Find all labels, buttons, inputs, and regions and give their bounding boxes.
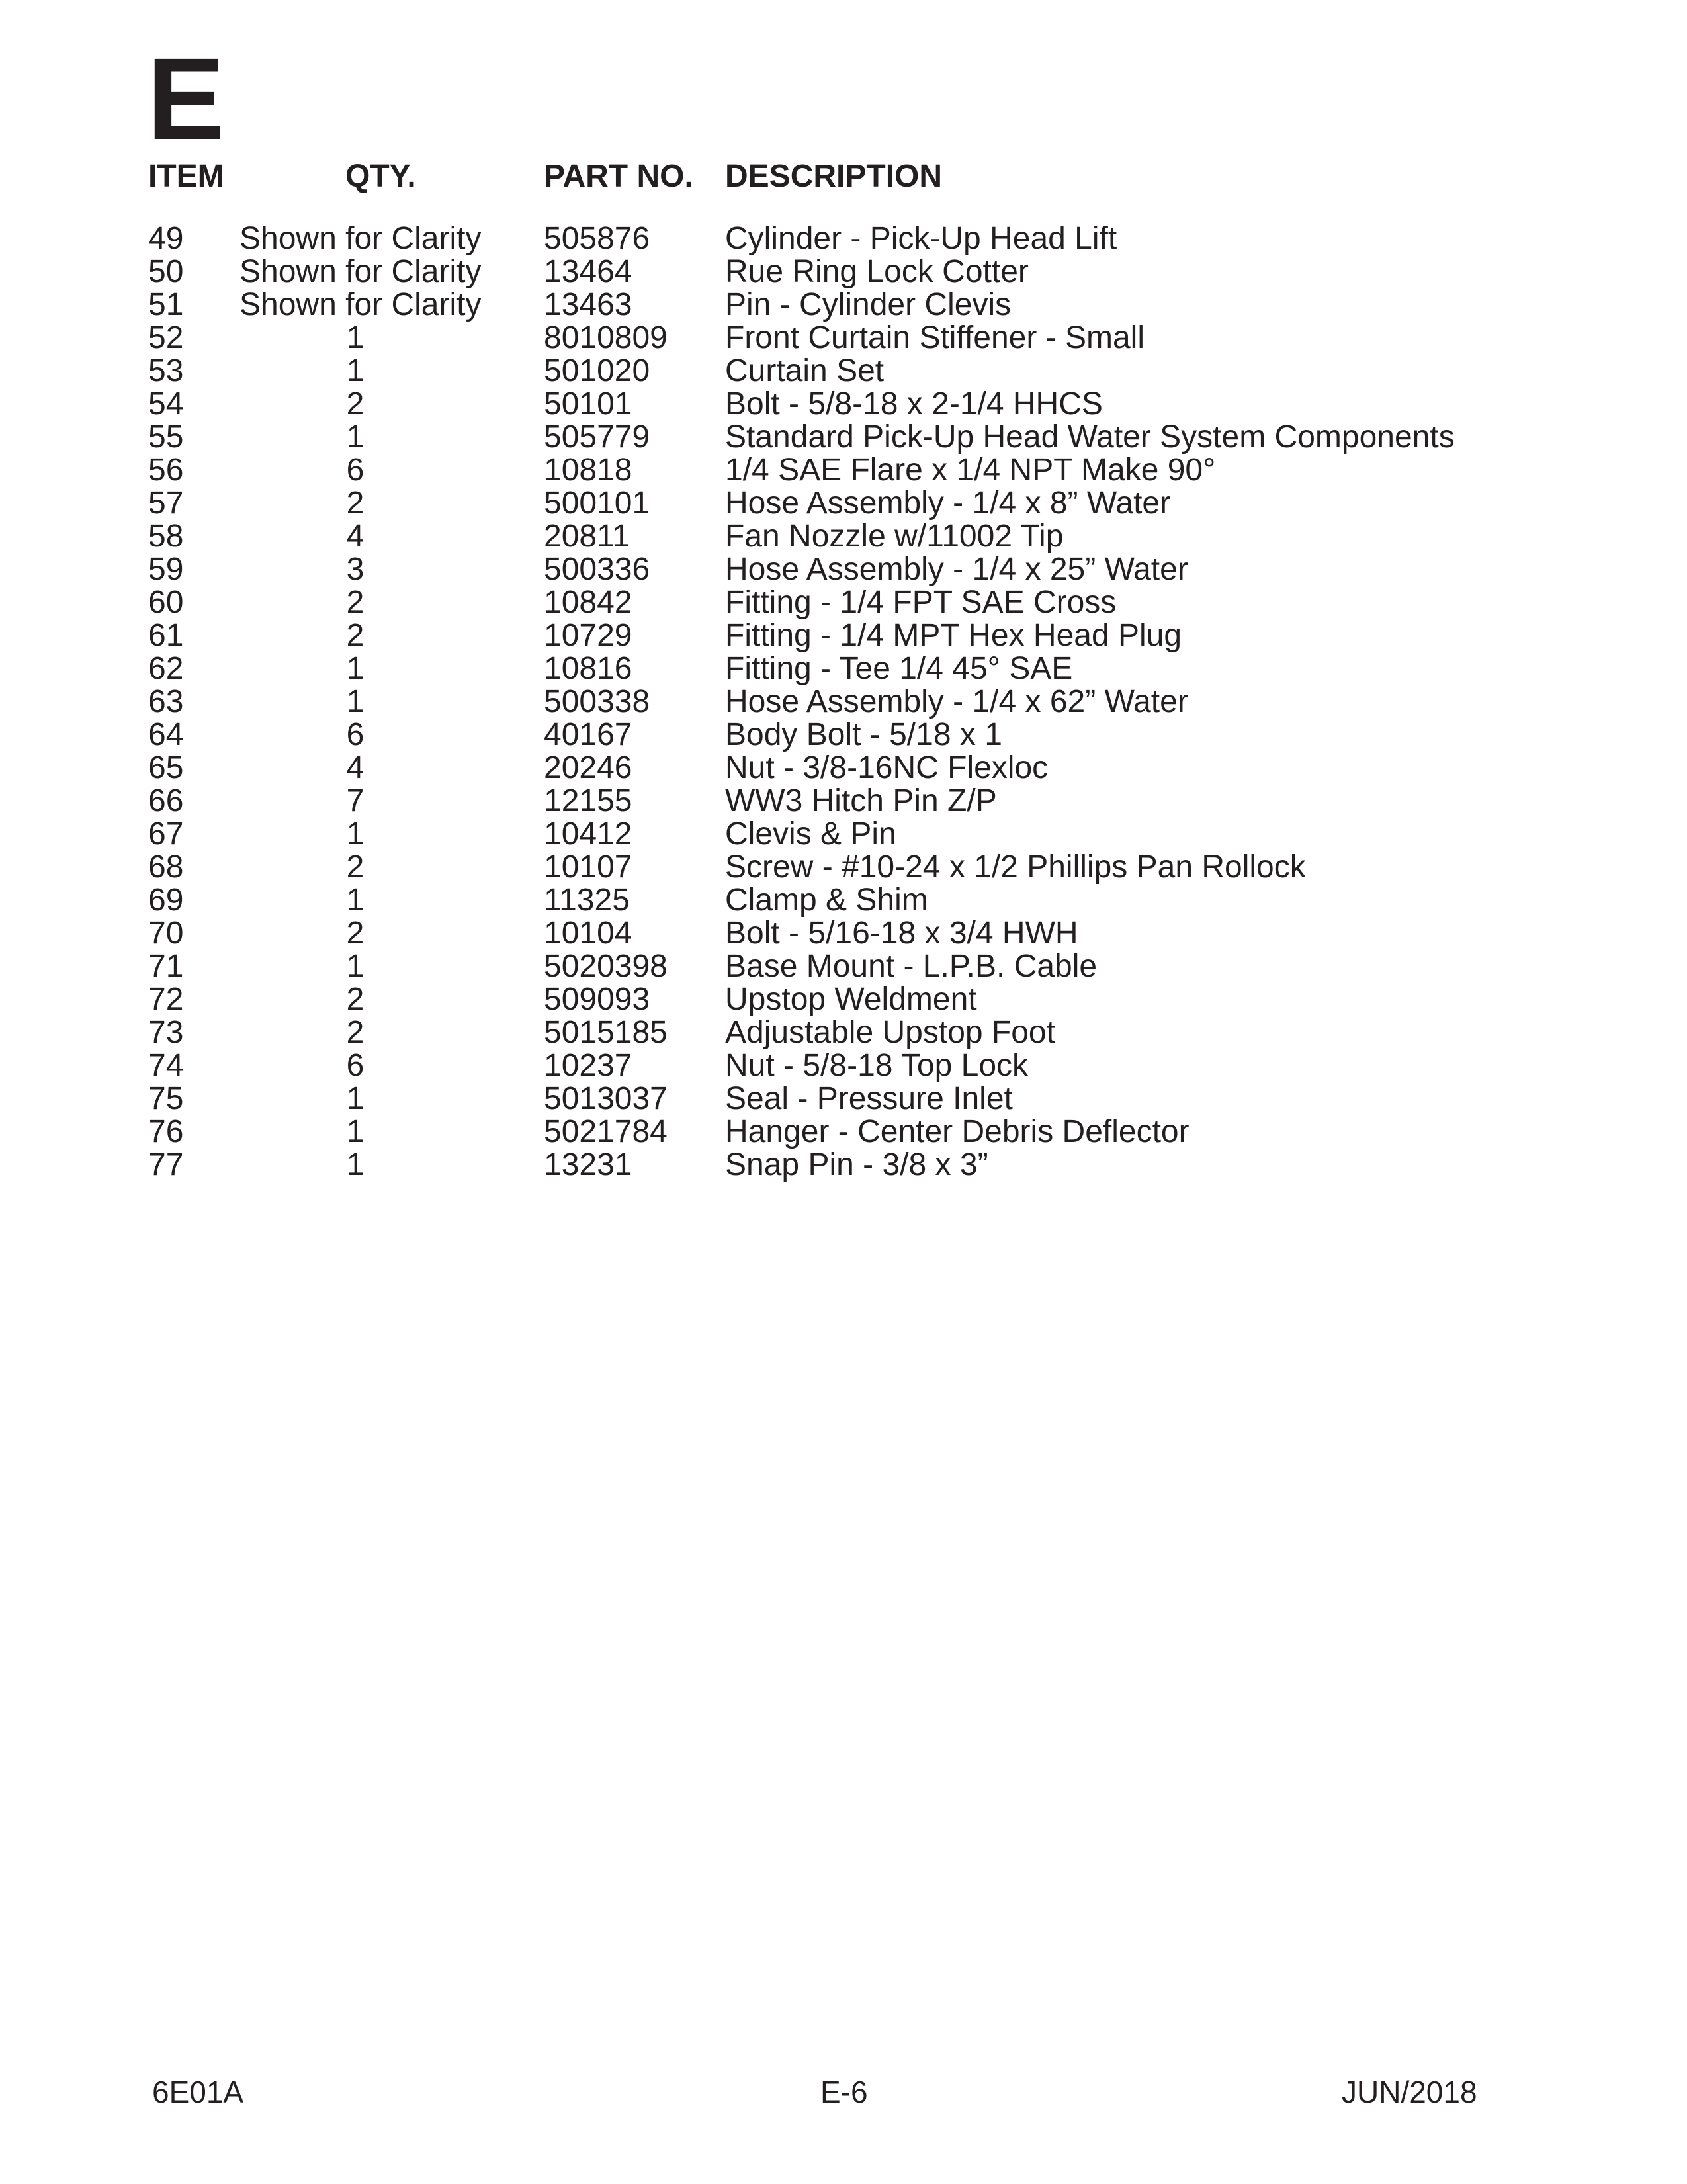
description: Nut - 3/8-16NC Flexloc (725, 750, 1049, 785)
description: Base Mount - L.P.B. Cable (725, 949, 1098, 984)
quantity: 2 (346, 850, 365, 885)
description: Fitting - 1/4 MPT Hex Head Plug (725, 618, 1182, 653)
description: Upstop Weldment (725, 982, 977, 1017)
parts-row (0, 652, 1687, 685)
description: Hose Assembly - 1/4 x 8” Water (725, 486, 1171, 521)
part-number: 5021784 (544, 1114, 668, 1149)
quantity: 1 (346, 1114, 365, 1149)
parts-row (0, 255, 1687, 288)
description: Hose Assembly - 1/4 x 62” Water (725, 684, 1188, 719)
description: Bolt - 5/16-18 x 3/4 HWH (725, 916, 1078, 951)
part-number: 50101 (544, 386, 632, 421)
parts-row (0, 222, 1687, 255)
item-number: 50 (148, 254, 184, 289)
quantity: 2 (346, 982, 365, 1017)
quantity: Shown for Clarity (239, 287, 482, 322)
part-number: 509093 (544, 982, 650, 1017)
parts-list (0, 222, 1687, 1182)
description: Body Bolt - 5/18 x 1 (725, 717, 1002, 752)
item-number: 68 (148, 850, 184, 885)
quantity: 6 (346, 717, 365, 752)
quantity: Shown for Clarity (239, 254, 482, 289)
part-number: 13464 (544, 254, 632, 289)
item-number: 75 (148, 1081, 184, 1116)
item-number: 57 (148, 486, 184, 521)
part-number: 10237 (544, 1048, 632, 1083)
description: Standard Pick-Up Head Water System Components (725, 419, 1455, 455)
quantity: 2 (346, 386, 365, 421)
item-number: 74 (148, 1048, 184, 1083)
parts-row (0, 1115, 1687, 1149)
parts-row (0, 818, 1687, 851)
quantity: 1 (346, 816, 365, 852)
item-number: 49 (148, 221, 184, 256)
part-number: 5015185 (544, 1015, 668, 1050)
part-number: 13463 (544, 287, 632, 322)
quantity: 6 (346, 453, 365, 488)
item-number: 60 (148, 585, 184, 620)
parts-row (0, 1016, 1687, 1049)
quantity: 1 (346, 1081, 365, 1116)
item-number: 67 (148, 816, 184, 852)
parts-row (0, 950, 1687, 983)
quantity: 1 (346, 684, 365, 719)
part-number: 10412 (544, 816, 632, 852)
description: Front Curtain Stiffener - Small (725, 320, 1145, 355)
parts-row (0, 1049, 1687, 1082)
quantity: 1 (346, 1147, 365, 1182)
item-number: 77 (148, 1147, 184, 1182)
description: Cylinder - Pick-Up Head Lift (725, 221, 1117, 256)
part-number: 40167 (544, 717, 632, 752)
column-header-item: ITEM (148, 159, 224, 194)
quantity: 2 (346, 618, 365, 653)
parts-row (0, 1082, 1687, 1115)
parts-row (0, 553, 1687, 586)
quantity: 1 (346, 320, 365, 355)
parts-row (0, 719, 1687, 752)
item-number: 70 (148, 916, 184, 951)
item-number: 73 (148, 1015, 184, 1050)
parts-row (0, 388, 1687, 421)
parts-row (0, 322, 1687, 355)
column-header-description: DESCRIPTION (725, 159, 943, 194)
part-number: 20246 (544, 750, 632, 785)
description: Hose Assembly - 1/4 x 25” Water (725, 552, 1188, 587)
description: Pin - Cylinder Clevis (725, 287, 1012, 322)
part-number: 10818 (544, 453, 632, 488)
parts-row (0, 487, 1687, 520)
item-number: 58 (148, 519, 184, 554)
part-number: 501020 (544, 353, 650, 388)
description: Clevis & Pin (725, 816, 896, 852)
part-number: 12155 (544, 783, 632, 818)
section-letter: E (147, 34, 222, 164)
part-number: 505779 (544, 419, 650, 455)
part-number: 500101 (544, 486, 650, 521)
part-number: 10816 (544, 651, 632, 686)
description: Snap Pin - 3/8 x 3” (725, 1147, 988, 1182)
description: Rue Ring Lock Cotter (725, 254, 1029, 289)
quantity: 4 (346, 519, 365, 554)
footer-date: JUN/2018 (1342, 2075, 1477, 2109)
quantity: 1 (346, 651, 365, 686)
item-number: 59 (148, 552, 184, 587)
description: Curtain Set (725, 353, 885, 388)
description: WW3 Hitch Pin Z/P (725, 783, 997, 818)
parts-row (0, 586, 1687, 619)
part-number: 11325 (544, 883, 630, 918)
item-number: 72 (148, 982, 184, 1017)
parts-row (0, 619, 1687, 652)
parts-row (0, 917, 1687, 950)
parts-row (0, 851, 1687, 884)
quantity: 2 (346, 916, 365, 951)
part-number: 505876 (544, 221, 650, 256)
parts-row (0, 520, 1687, 553)
item-number: 56 (148, 453, 184, 488)
item-number: 64 (148, 717, 184, 752)
description: Fitting - 1/4 FPT SAE Cross (725, 585, 1117, 620)
quantity: 1 (346, 419, 365, 455)
quantity: Shown for Clarity (239, 221, 482, 256)
quantity: 3 (346, 552, 365, 587)
part-number: 10729 (544, 618, 632, 653)
footer-page-number: E-6 (820, 2075, 868, 2109)
parts-row (0, 1149, 1687, 1182)
quantity: 2 (346, 585, 365, 620)
quantity: 1 (346, 353, 365, 388)
parts-row (0, 884, 1687, 917)
quantity: 6 (346, 1048, 365, 1083)
item-number: 61 (148, 618, 184, 653)
parts-row (0, 454, 1687, 487)
item-number: 69 (148, 883, 184, 918)
column-header-qty: QTY. (345, 159, 416, 194)
quantity: 7 (346, 783, 365, 818)
item-number: 55 (148, 419, 184, 455)
item-number: 63 (148, 684, 184, 719)
parts-row (0, 785, 1687, 818)
part-number: 13231 (544, 1147, 632, 1182)
footer-document-code: 6E01A (152, 2075, 244, 2109)
description: 1/4 SAE Flare x 1/4 NPT Make 90° (725, 453, 1216, 488)
item-number: 54 (148, 386, 184, 421)
item-number: 65 (148, 750, 184, 785)
column-header-part-no: PART NO. (544, 159, 693, 194)
item-number: 76 (148, 1114, 184, 1149)
part-number: 20811 (544, 519, 630, 554)
description: Adjustable Upstop Foot (725, 1015, 1055, 1050)
item-number: 66 (148, 783, 184, 818)
quantity: 1 (346, 883, 365, 918)
quantity: 2 (346, 486, 365, 521)
part-number: 500336 (544, 552, 650, 587)
parts-row (0, 355, 1687, 388)
item-number: 62 (148, 651, 184, 686)
description: Fitting - Tee 1/4 45° SAE (725, 651, 1073, 686)
description: Hanger - Center Debris Deflector (725, 1114, 1190, 1149)
description: Nut - 5/8-18 Top Lock (725, 1048, 1029, 1083)
part-number: 5013037 (544, 1081, 668, 1116)
parts-row (0, 983, 1687, 1016)
item-number: 53 (148, 353, 184, 388)
item-number: 52 (148, 320, 184, 355)
quantity: 4 (346, 750, 365, 785)
parts-row (0, 288, 1687, 322)
description: Clamp & Shim (725, 883, 928, 918)
item-number: 51 (148, 287, 184, 322)
description: Screw - #10-24 x 1/2 Phillips Pan Rollock (725, 850, 1306, 885)
description: Fan Nozzle w/11002 Tip (725, 519, 1064, 554)
part-number: 10842 (544, 585, 632, 620)
quantity: 1 (346, 949, 365, 984)
parts-row (0, 752, 1687, 785)
item-number: 71 (148, 949, 184, 984)
part-number: 8010809 (544, 320, 668, 355)
part-number: 500338 (544, 684, 650, 719)
parts-row (0, 421, 1687, 454)
part-number: 10104 (544, 916, 632, 951)
description: Seal - Pressure Inlet (725, 1081, 1013, 1116)
part-number: 5020398 (544, 949, 668, 984)
description: Bolt - 5/8-18 x 2-1/4 HHCS (725, 386, 1103, 421)
part-number: 10107 (544, 850, 632, 885)
parts-row (0, 685, 1687, 719)
quantity: 2 (346, 1015, 365, 1050)
